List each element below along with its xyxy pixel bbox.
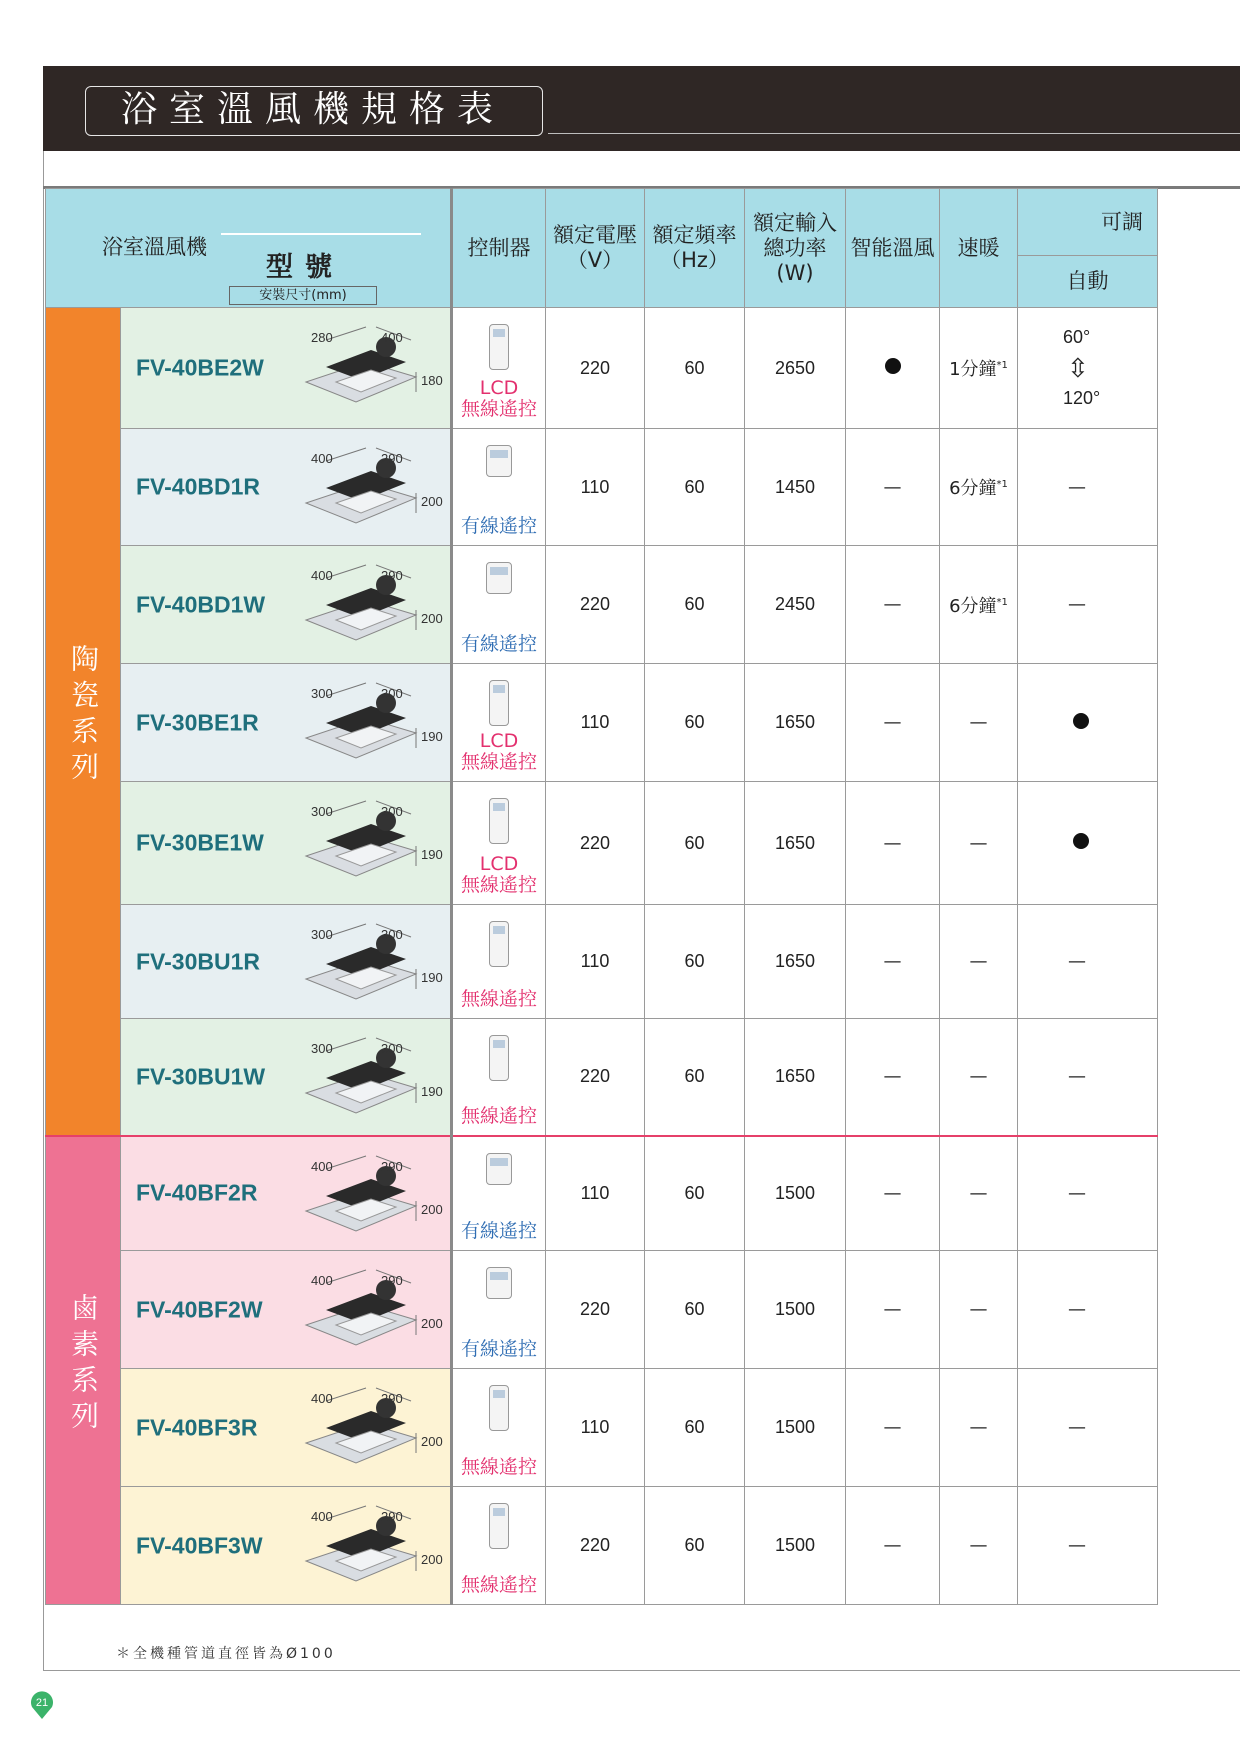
frequency-value: 60 bbox=[645, 1019, 745, 1136]
power-value: 1500 bbox=[745, 1487, 846, 1605]
table-row bbox=[46, 664, 1158, 782]
page-number: 21 bbox=[35, 1697, 49, 1709]
controller-label: 有線遙控 bbox=[460, 1220, 537, 1242]
model-name: FV-40BF2R bbox=[136, 1179, 258, 1206]
power-value: 1650 bbox=[745, 782, 846, 905]
dimension-width: 400 bbox=[311, 451, 333, 466]
smart-value: — bbox=[846, 1019, 940, 1136]
dimension-height: 190 bbox=[421, 729, 443, 744]
voltage-value: 220 bbox=[546, 1487, 645, 1605]
model-cell bbox=[121, 308, 452, 429]
dimension-width: 300 bbox=[311, 927, 333, 942]
model-cell bbox=[121, 1487, 452, 1605]
auto-value: — bbox=[1018, 1487, 1158, 1605]
yes-dot-icon bbox=[1073, 833, 1089, 849]
model-name: FV-40BF3W bbox=[136, 1532, 263, 1558]
dimension-depth: 300 bbox=[381, 686, 403, 701]
quick-value: 1分鐘$^{*1}$ bbox=[940, 308, 1018, 429]
smart-value: — bbox=[846, 429, 940, 546]
voltage-value: 110 bbox=[546, 429, 645, 546]
quick-value: 6分鐘$^{*1}$ bbox=[940, 546, 1018, 664]
page-title: 浴室溫風機規格表 bbox=[120, 89, 505, 130]
model-cell bbox=[121, 1369, 452, 1487]
table-row bbox=[46, 1487, 1158, 1605]
smart-value: — bbox=[846, 1369, 940, 1487]
model-name: FV-30BE1W bbox=[136, 829, 264, 856]
frequency-value: 60 bbox=[645, 1487, 745, 1605]
controller-cell bbox=[452, 1487, 546, 1605]
model-cell bbox=[121, 546, 452, 664]
controller-label: 無線遙控 bbox=[460, 1574, 537, 1596]
model-cell bbox=[121, 664, 452, 782]
series-label-ceramic: 陶瓷系列 bbox=[46, 308, 121, 1136]
controller-cell bbox=[452, 782, 546, 905]
power-value: 1450 bbox=[745, 429, 846, 546]
header-frequency: 額定頻率 （Hz） bbox=[645, 189, 745, 308]
header-adjust: 可調 bbox=[1018, 189, 1158, 256]
model-name: FV-40BF2W bbox=[136, 1296, 263, 1322]
quick-value: — bbox=[940, 664, 1018, 782]
controller-label: LCD 無線遙控 bbox=[460, 853, 537, 896]
controller-label: 有線遙控 bbox=[460, 515, 537, 537]
dimension-height: 190 bbox=[421, 847, 443, 862]
dimension-height: 200 bbox=[421, 1316, 443, 1331]
dimension-height: 200 bbox=[421, 494, 443, 509]
quick-value: — bbox=[940, 1251, 1018, 1369]
dimension-depth: 300 bbox=[381, 927, 403, 942]
spec-table bbox=[45, 188, 1158, 1605]
header-install-size: 安裝尺寸(mm) bbox=[229, 286, 377, 305]
controller-cell bbox=[452, 1369, 546, 1487]
model-cell bbox=[121, 1251, 452, 1369]
header-auto: 自動 bbox=[1018, 256, 1158, 308]
dimension-width: 400 bbox=[311, 1158, 333, 1174]
controller-label: 有線遙控 bbox=[460, 1338, 537, 1360]
power-value: 1500 bbox=[745, 1136, 846, 1251]
model-name: FV-30BU1R bbox=[136, 948, 260, 974]
voltage-value: 220 bbox=[546, 546, 645, 664]
model-name: FV-40BD1R bbox=[136, 473, 260, 500]
controller-label: 有線遙控 bbox=[460, 633, 537, 655]
header-smart: 智能溫風 bbox=[846, 189, 940, 308]
table-row bbox=[46, 782, 1158, 905]
remote-control-icon bbox=[489, 1035, 509, 1081]
smart-value: — bbox=[846, 782, 940, 905]
table-row bbox=[46, 546, 1158, 664]
model-name: FV-30BE1R bbox=[136, 709, 259, 735]
dimension-width: 300 bbox=[311, 804, 333, 819]
frequency-value: 60 bbox=[645, 1136, 745, 1251]
table-row bbox=[46, 905, 1158, 1019]
auto-value: — bbox=[1018, 1136, 1158, 1251]
dimension-depth: 290 bbox=[381, 1391, 403, 1406]
dimension-width: 400 bbox=[311, 1273, 333, 1288]
quick-value: 6分鐘$^{*1}$ bbox=[940, 429, 1018, 546]
dimension-depth: 400 bbox=[381, 330, 403, 345]
quick-value: — bbox=[940, 1369, 1018, 1487]
model-name: FV-40BF3R bbox=[136, 1414, 258, 1440]
header-controller: 控制器 bbox=[452, 189, 546, 308]
controller-cell bbox=[452, 1251, 546, 1369]
up-down-arrow-icon: ⇳ bbox=[1067, 353, 1089, 383]
model-cell bbox=[121, 429, 452, 546]
quick-value: — bbox=[940, 1487, 1018, 1605]
model-name: FV-40BE2W bbox=[136, 354, 264, 381]
frequency-value: 60 bbox=[645, 546, 745, 664]
auto-value: — bbox=[1018, 1251, 1158, 1369]
controller-label: LCD 無線遙控 bbox=[460, 730, 537, 773]
dimension-depth: 300 bbox=[381, 804, 403, 819]
remote-control-icon bbox=[489, 680, 509, 726]
dimension-width: 400 bbox=[311, 1509, 333, 1524]
table-row bbox=[46, 1136, 1158, 1251]
controller-cell bbox=[452, 905, 546, 1019]
controller-cell bbox=[452, 1136, 546, 1251]
dimension-height: 190 bbox=[421, 1084, 443, 1099]
frequency-value: 60 bbox=[645, 782, 745, 905]
voltage-value: 110 bbox=[546, 905, 645, 1019]
controller-cell bbox=[452, 429, 546, 546]
frame-bottom-rule bbox=[43, 1670, 1240, 1671]
dimension-depth: 290 bbox=[381, 568, 403, 583]
voltage-value: 110 bbox=[546, 1369, 645, 1487]
table-row bbox=[46, 308, 1158, 429]
dimension-height: 200 bbox=[421, 1552, 443, 1567]
remote-control-icon bbox=[486, 445, 512, 477]
table-row bbox=[46, 1251, 1158, 1369]
power-value: 1500 bbox=[745, 1251, 846, 1369]
auto-value: — bbox=[1018, 905, 1158, 1019]
frequency-value: 60 bbox=[645, 1251, 745, 1369]
smart-value: — bbox=[846, 1251, 940, 1369]
header-model: 型號 bbox=[266, 252, 344, 283]
voltage-value: 220 bbox=[546, 1251, 645, 1369]
dimension-width: 400 bbox=[311, 568, 333, 583]
dimension-width: 300 bbox=[311, 686, 333, 701]
dimension-depth: 290 bbox=[381, 1158, 403, 1174]
smart-value: — bbox=[846, 1136, 940, 1251]
power-value: 1500 bbox=[745, 1369, 846, 1487]
header-divider bbox=[221, 233, 421, 235]
power-value: 1650 bbox=[745, 664, 846, 782]
table-row bbox=[46, 1019, 1158, 1136]
voltage-value: 110 bbox=[546, 664, 645, 782]
controller-cell bbox=[452, 546, 546, 664]
controller-label: 無線遙控 bbox=[460, 1104, 537, 1127]
remote-control-icon bbox=[489, 1503, 509, 1549]
dimension-height: 200 bbox=[421, 1201, 443, 1217]
frequency-value: 60 bbox=[645, 664, 745, 782]
controller-cell bbox=[452, 308, 546, 429]
frequency-value: 60 bbox=[645, 308, 745, 429]
frequency-value: 60 bbox=[645, 905, 745, 1019]
dimension-depth: 300 bbox=[381, 1041, 403, 1056]
page-number-badge bbox=[27, 1690, 57, 1720]
voltage-value: 110 bbox=[546, 1136, 645, 1251]
dimension-height: 190 bbox=[421, 970, 443, 985]
remote-control-icon bbox=[489, 324, 509, 370]
dimension-depth: 290 bbox=[381, 1273, 403, 1288]
quick-value: — bbox=[940, 782, 1018, 905]
quick-value: — bbox=[940, 1136, 1018, 1251]
auto-value: — bbox=[1018, 429, 1158, 546]
smart-value: — bbox=[846, 1487, 940, 1605]
auto-value: — bbox=[1018, 546, 1158, 664]
dimension-width: 280 bbox=[311, 330, 333, 345]
smart-value: — bbox=[846, 664, 940, 782]
yes-dot-icon bbox=[885, 358, 901, 374]
yes-dot-icon bbox=[1073, 713, 1089, 729]
header-quick: 速暖 bbox=[940, 189, 1018, 308]
auto-value: — bbox=[1018, 1369, 1158, 1487]
dimension-depth: 290 bbox=[381, 1509, 403, 1524]
auto-value bbox=[1018, 664, 1158, 782]
quick-value: — bbox=[940, 905, 1018, 1019]
dimension-depth: 290 bbox=[381, 451, 403, 466]
model-cell bbox=[121, 782, 452, 905]
quick-value: — bbox=[940, 1019, 1018, 1136]
model-cell bbox=[121, 1019, 452, 1136]
title-underline bbox=[548, 133, 1240, 134]
power-value: 1650 bbox=[745, 905, 846, 1019]
remote-control-icon bbox=[489, 921, 509, 967]
smart-value bbox=[846, 308, 940, 429]
model-cell bbox=[121, 1136, 452, 1251]
header-category: 浴室溫風機 bbox=[102, 235, 207, 259]
header-voltage: 額定電壓 （V） bbox=[546, 189, 645, 308]
series-label-halogen: 鹵素系列 bbox=[46, 1136, 121, 1605]
power-value: 2450 bbox=[745, 546, 846, 664]
table-row bbox=[46, 429, 1158, 546]
footnote: ＊全機種管道直徑皆為Ø100 bbox=[116, 1646, 336, 1662]
dimension-height: 180 bbox=[421, 373, 443, 388]
frequency-value: 60 bbox=[645, 429, 745, 546]
voltage-value: 220 bbox=[546, 308, 645, 429]
remote-control-icon bbox=[489, 1385, 509, 1431]
table-row bbox=[46, 1369, 1158, 1487]
remote-control-icon bbox=[486, 562, 512, 594]
frame-left-rule bbox=[43, 151, 44, 1671]
dimension-width: 300 bbox=[311, 1041, 333, 1056]
model-cell bbox=[121, 905, 452, 1019]
frequency-value: 60 bbox=[645, 1369, 745, 1487]
header-model-cell bbox=[46, 189, 452, 308]
dimension-height: 200 bbox=[421, 1434, 443, 1449]
auto-value bbox=[1018, 782, 1158, 905]
controller-cell bbox=[452, 1019, 546, 1136]
auto-value: 60° ⇳ 120° bbox=[1018, 308, 1158, 429]
power-value: 1650 bbox=[745, 1019, 846, 1136]
auto-value: — bbox=[1018, 1019, 1158, 1136]
controller-label: LCD 無線遙控 bbox=[460, 377, 537, 420]
header-power: 額定輸入 總功率(W) bbox=[745, 189, 846, 308]
voltage-value: 220 bbox=[546, 782, 645, 905]
remote-control-icon bbox=[486, 1267, 512, 1299]
remote-control-icon bbox=[489, 798, 509, 844]
remote-control-icon bbox=[486, 1153, 512, 1185]
smart-value: — bbox=[846, 546, 940, 664]
model-name: FV-40BD1W bbox=[136, 591, 266, 617]
dimension-height: 200 bbox=[421, 611, 443, 626]
controller-label: 無線遙控 bbox=[460, 1456, 537, 1478]
voltage-value: 220 bbox=[546, 1019, 645, 1136]
power-value: 2650 bbox=[745, 308, 846, 429]
model-name: FV-30BU1W bbox=[136, 1063, 266, 1090]
smart-value: — bbox=[846, 905, 940, 1019]
controller-label: 無線遙控 bbox=[460, 988, 537, 1010]
dimension-width: 400 bbox=[311, 1391, 333, 1406]
controller-cell bbox=[452, 664, 546, 782]
